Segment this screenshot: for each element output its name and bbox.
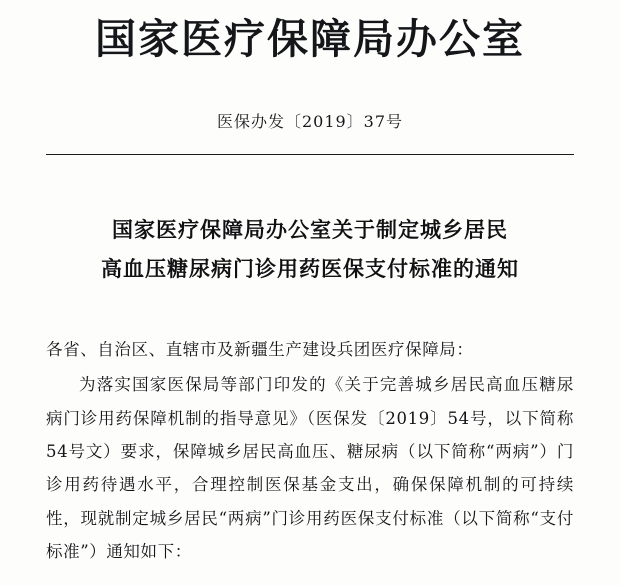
document-title-line-1: 国家医疗保障局办公室关于制定城乡居民 xyxy=(112,217,508,243)
document-body xyxy=(46,333,574,568)
document-number: 医保办发〔2019〕37号 xyxy=(216,112,404,132)
header-divider-rule xyxy=(46,154,574,155)
body-salutation: 各省、自治区、直辖市及新疆生产建设兵团医疗保障局： xyxy=(46,339,474,359)
document-title xyxy=(46,211,574,289)
body-paragraph-1: 为落实国家医保局等部门印发的《关于完善城乡居民高血压糖尿病门诊用药保障机制的指导意见》（医保发〔2019〕54号，以下简称54号文）要求，保障城乡居民高血压、糖尿病（以下简称“两病”）门诊用药待遇水平，合理控制医保基金支出，确保保障机制的可持续性，现就制定城乡居民“两病”门诊用药医保支付标准（以下简称“支付标准”）通知如下： xyxy=(46,375,574,561)
document-title-line-2: 高血压糖尿病门诊用药医保支付标准的通知 xyxy=(101,256,519,282)
masthead-title: 国家医疗保障局办公室 xyxy=(95,15,525,63)
